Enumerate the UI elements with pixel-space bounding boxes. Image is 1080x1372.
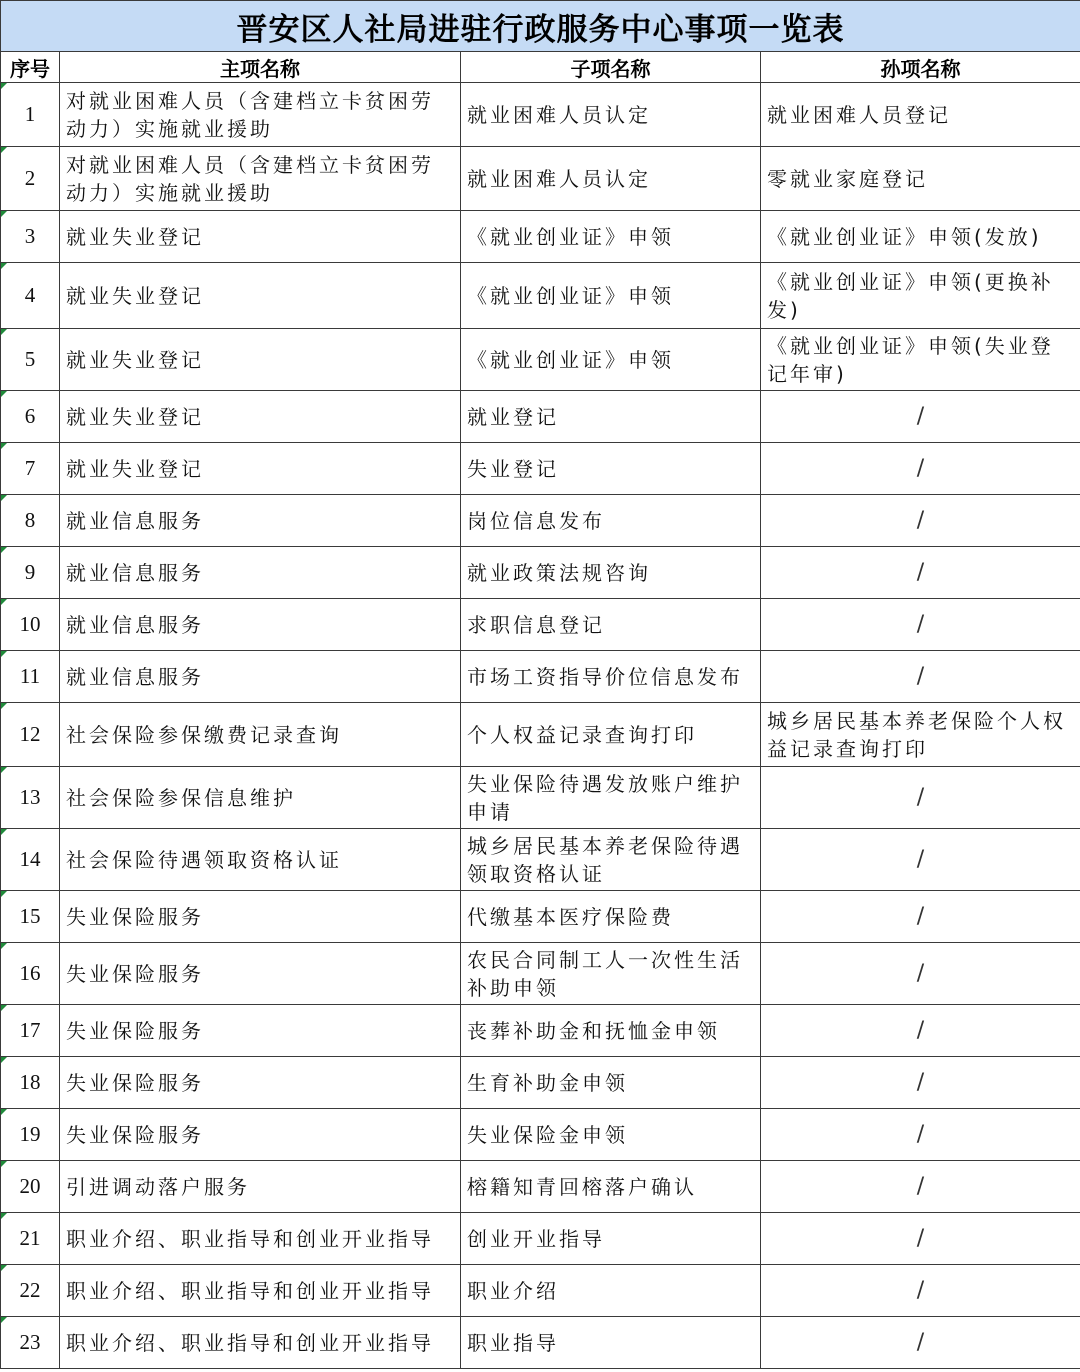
- cell-seq: 14: [1, 829, 60, 891]
- cell-sub: 生育补助金申领: [461, 1057, 761, 1109]
- table-row: [1, 495, 1080, 547]
- cell-grand: /: [761, 1109, 1080, 1161]
- table-title: 晋安区人社局进驻行政服务中心事项一览表: [1, 1, 1080, 52]
- cell-seq: 8: [1, 495, 60, 547]
- cell-main: 就业失业登记: [60, 263, 461, 329]
- cell-grand: /: [761, 1317, 1080, 1369]
- cell-grand: /: [761, 891, 1080, 943]
- table-row: [1, 703, 1080, 767]
- cell-grand: /: [761, 495, 1080, 547]
- cell-seq: 20: [1, 1161, 60, 1213]
- table-row: [1, 943, 1080, 1005]
- table-row: [1, 1057, 1080, 1109]
- cell-grand: /: [761, 547, 1080, 599]
- table-row: [1, 1161, 1080, 1213]
- cell-main: 就业信息服务: [60, 547, 461, 599]
- cell-sub: 职业介绍: [461, 1265, 761, 1317]
- cell-main: 失业保险服务: [60, 1057, 461, 1109]
- cell-sub: 市场工资指导价位信息发布: [461, 651, 761, 703]
- cell-main: 社会保险参保缴费记录查询: [60, 703, 461, 767]
- cell-sub: 个人权益记录查询打印: [461, 703, 761, 767]
- table-body: [1, 83, 1080, 1369]
- cell-sub: 农民合同制工人一次性生活补助申领: [461, 943, 761, 1005]
- cell-main: 失业保险服务: [60, 1005, 461, 1057]
- cell-main: 就业信息服务: [60, 495, 461, 547]
- cell-grand: /: [761, 1005, 1080, 1057]
- cell-main: 就业失业登记: [60, 443, 461, 495]
- cell-main: 就业失业登记: [60, 391, 461, 443]
- cell-sub: 岗位信息发布: [461, 495, 761, 547]
- cell-sub: 代缴基本医疗保险费: [461, 891, 761, 943]
- table-row: [1, 329, 1080, 391]
- cell-sub: 就业登记: [461, 391, 761, 443]
- cell-seq: 16: [1, 943, 60, 1005]
- cell-main: 失业保险服务: [60, 891, 461, 943]
- table-row: [1, 263, 1080, 329]
- cell-main: 就业信息服务: [60, 599, 461, 651]
- cell-seq: 22: [1, 1265, 60, 1317]
- cell-seq: 17: [1, 1005, 60, 1057]
- cell-sub: 求职信息登记: [461, 599, 761, 651]
- cell-grand: /: [761, 599, 1080, 651]
- cell-sub: 就业政策法规咨询: [461, 547, 761, 599]
- cell-seq: 7: [1, 443, 60, 495]
- cell-main: 对就业困难人员（含建档立卡贫困劳动力）实施就业援助: [60, 147, 461, 211]
- cell-sub: 《就业创业证》申领: [461, 211, 761, 263]
- table-row: [1, 1005, 1080, 1057]
- cell-sub: 失业保险待遇发放账户维护申请: [461, 767, 761, 829]
- cell-main: 就业失业登记: [60, 329, 461, 391]
- cell-seq: 11: [1, 651, 60, 703]
- cell-seq: 13: [1, 767, 60, 829]
- table-row: [1, 599, 1080, 651]
- cell-sub: 丧葬补助金和抚恤金申领: [461, 1005, 761, 1057]
- cell-grand: /: [761, 1213, 1080, 1265]
- cell-grand: 城乡居民基本养老保险个人权益记录查询打印: [761, 703, 1080, 767]
- table-row: [1, 829, 1080, 891]
- table-row: [1, 83, 1080, 147]
- table-row: [1, 891, 1080, 943]
- cell-grand: /: [761, 651, 1080, 703]
- cell-main: 对就业困难人员（含建档立卡贫困劳动力）实施就业援助: [60, 83, 461, 147]
- cell-grand: /: [761, 1057, 1080, 1109]
- table-row: [1, 1213, 1080, 1265]
- cell-main: 社会保险待遇领取资格认证: [60, 829, 461, 891]
- header-main: 主项名称: [60, 52, 461, 83]
- cell-sub: 失业保险金申领: [461, 1109, 761, 1161]
- cell-sub: 榕籍知青回榕落户确认: [461, 1161, 761, 1213]
- cell-grand: /: [761, 767, 1080, 829]
- cell-grand: /: [761, 1265, 1080, 1317]
- cell-seq: 12: [1, 703, 60, 767]
- table-row: [1, 211, 1080, 263]
- header-grand: 孙项名称: [761, 52, 1080, 83]
- cell-seq: 2: [1, 147, 60, 211]
- table-row: [1, 651, 1080, 703]
- cell-sub: 《就业创业证》申领: [461, 263, 761, 329]
- cell-seq: 10: [1, 599, 60, 651]
- cell-sub: 《就业创业证》申领: [461, 329, 761, 391]
- cell-grand: /: [761, 1161, 1080, 1213]
- table-row: [1, 767, 1080, 829]
- cell-sub: 就业困难人员认定: [461, 83, 761, 147]
- table-row: [1, 1109, 1080, 1161]
- table-row: [1, 547, 1080, 599]
- cell-seq: 19: [1, 1109, 60, 1161]
- cell-sub: 城乡居民基本养老保险待遇领取资格认证: [461, 829, 761, 891]
- cell-main: 失业保险服务: [60, 943, 461, 1005]
- cell-main: 失业保险服务: [60, 1109, 461, 1161]
- header-sub: 子项名称: [461, 52, 761, 83]
- table-row: [1, 1265, 1080, 1317]
- cell-seq: 6: [1, 391, 60, 443]
- cell-seq: 9: [1, 547, 60, 599]
- cell-main: 职业介绍、职业指导和创业开业指导: [60, 1213, 461, 1265]
- cell-main: 就业信息服务: [60, 651, 461, 703]
- cell-grand: 零就业家庭登记: [761, 147, 1080, 211]
- table-row: [1, 443, 1080, 495]
- cell-grand: 就业困难人员登记: [761, 83, 1080, 147]
- cell-sub: 职业指导: [461, 1317, 761, 1369]
- cell-sub: 就业困难人员认定: [461, 147, 761, 211]
- cell-seq: 4: [1, 263, 60, 329]
- cell-grand: /: [761, 391, 1080, 443]
- cell-main: 就业失业登记: [60, 211, 461, 263]
- cell-grand: /: [761, 829, 1080, 891]
- table-row: [1, 147, 1080, 211]
- table-row: [1, 391, 1080, 443]
- cell-grand: 《就业创业证》申领(失业登记年审): [761, 329, 1080, 391]
- header-seq: 序号: [1, 52, 60, 83]
- cell-main: 引进调动落户服务: [60, 1161, 461, 1213]
- cell-grand: /: [761, 943, 1080, 1005]
- cell-grand: 《就业创业证》申领(更换补发): [761, 263, 1080, 329]
- cell-seq: 23: [1, 1317, 60, 1369]
- cell-seq: 5: [1, 329, 60, 391]
- cell-grand: /: [761, 443, 1080, 495]
- cell-main: 职业介绍、职业指导和创业开业指导: [60, 1265, 461, 1317]
- cell-sub: 失业登记: [461, 443, 761, 495]
- cell-seq: 3: [1, 211, 60, 263]
- cell-seq: 1: [1, 83, 60, 147]
- cell-seq: 21: [1, 1213, 60, 1265]
- cell-main: 职业介绍、职业指导和创业开业指导: [60, 1317, 461, 1369]
- cell-sub: 创业开业指导: [461, 1213, 761, 1265]
- table-row: [1, 1317, 1080, 1369]
- cell-main: 社会保险参保信息维护: [60, 767, 461, 829]
- cell-seq: 18: [1, 1057, 60, 1109]
- cell-seq: 15: [1, 891, 60, 943]
- cell-grand: 《就业创业证》申领(发放): [761, 211, 1080, 263]
